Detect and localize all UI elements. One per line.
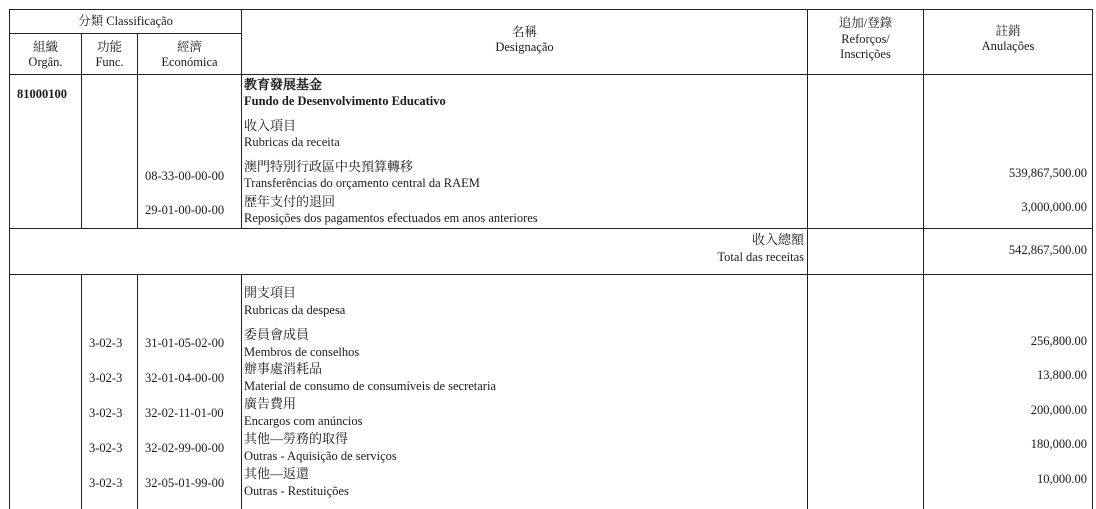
header-classification: 分類 Classificação xyxy=(78,14,173,28)
total-label-zh: 收入總額 xyxy=(751,232,804,247)
functional-code: 3-02-3 xyxy=(89,406,123,420)
item-name-zh: 澳門特別行政區中央預算轉移 xyxy=(244,159,414,174)
item-amount: 180,000.00 xyxy=(1030,437,1087,451)
item-name-zh: 廣告費用 xyxy=(244,396,297,411)
functional-code: 3-02-3 xyxy=(89,371,123,385)
item-name-zh: 其他—勞務的取得 xyxy=(244,431,349,446)
fund-name-zh: 教育發展基金 xyxy=(244,77,323,92)
header-economic-zh: 經濟 xyxy=(176,40,202,54)
revenue-heading-pt: Rubricas da receita xyxy=(244,135,340,149)
item-name-pt: Material de consumo de consumíveis de secretaria xyxy=(244,379,496,393)
item-amount: 3,000,000.00 xyxy=(1021,200,1087,214)
header-organic-pt: Orgân. xyxy=(28,55,63,69)
header-designation-pt: Designação xyxy=(495,40,554,54)
total-label-pt: Total das receitas xyxy=(717,250,804,264)
functional-code: 3-02-3 xyxy=(89,441,123,455)
expense-heading-pt: Rubricas da despesa xyxy=(244,303,346,317)
item-amount: 539,867,500.00 xyxy=(1008,166,1087,180)
header-organic-zh: 組織 xyxy=(32,40,58,54)
header-economic-pt: Económica xyxy=(161,55,218,69)
header-reinforcements-pt1: Reforços/ xyxy=(841,32,890,46)
item-amount: 200,000.00 xyxy=(1030,403,1087,417)
item-name-pt: Encargos com anúncios xyxy=(244,414,363,428)
header-functional-pt: Func. xyxy=(95,55,124,69)
item-name-zh: 其他—返還 xyxy=(244,466,310,481)
header-designation-zh: 名稱 xyxy=(511,25,537,39)
revenue-heading-zh: 收入項目 xyxy=(244,118,297,133)
fund-code: 81000100 xyxy=(17,87,67,101)
item-name-pt: Membros de conselhos xyxy=(244,345,360,359)
item-amount: 10,000.00 xyxy=(1037,472,1087,486)
item-name-pt: Outras - Aquisição de serviços xyxy=(244,449,397,463)
item-amount: 256,800.00 xyxy=(1030,334,1087,348)
economic-code: 29-01-00-00-00 xyxy=(145,203,225,217)
functional-code: 3-02-3 xyxy=(89,336,123,350)
economic-code: 32-05-01-99-00 xyxy=(145,476,225,490)
item-amount: 13,800.00 xyxy=(1037,368,1087,382)
economic-code: 32-02-11-01-00 xyxy=(145,406,224,420)
header-reinforcements-zh: 追加/登錄 xyxy=(838,16,893,30)
item-name-zh: 辦事處消耗品 xyxy=(244,361,323,376)
header-reinforcements-pt2: Inscrições xyxy=(840,47,891,61)
header-annulments-pt: Anulações xyxy=(981,39,1035,53)
item-name-pt: Outras - Restituições xyxy=(244,484,349,498)
item-name-zh: 歷年支付的退回 xyxy=(244,194,336,209)
functional-code: 3-02-3 xyxy=(89,476,123,490)
item-name-pt: Transferências do orçamento central da RAEM xyxy=(244,176,480,190)
economic-code: 32-02-99-00-00 xyxy=(145,441,225,455)
fund-name-pt: Fundo de Desenvolvimento Educativo xyxy=(244,94,446,108)
expense-heading-zh: 開支項目 xyxy=(244,285,297,300)
total-amount: 542,867,500.00 xyxy=(1008,243,1087,257)
item-name-pt: Reposições dos pagamentos efectuados em anos anteriores xyxy=(244,211,538,225)
economic-code: 32-01-04-00-00 xyxy=(145,371,225,385)
economic-code: 08-33-00-00-00 xyxy=(145,169,225,183)
item-name-zh: 委員會成員 xyxy=(244,327,310,342)
header-functional-zh: 功能 xyxy=(96,40,122,54)
economic-code: 31-01-05-02-00 xyxy=(145,336,225,350)
header-annulments-zh: 註銷 xyxy=(995,24,1021,38)
